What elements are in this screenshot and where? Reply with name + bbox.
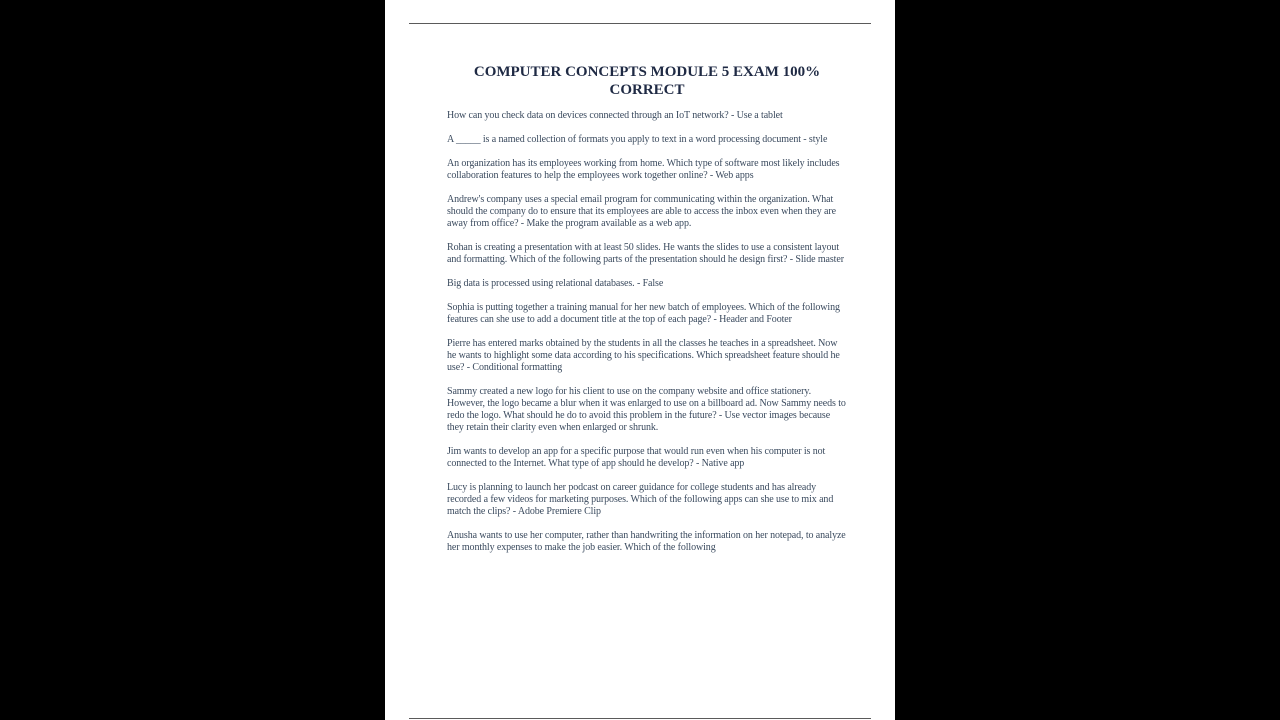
qa-item: How can you check data on devices connected through an IoT network? - Use a tablet xyxy=(447,110,783,121)
qa-item: Sophia is putting together a training manual for her new batch of employees. Which of the following features can she use to add a document title at the top of each page? - Header and Footer xyxy=(447,302,840,325)
qa-item: An organization has its employees working from home. Which type of software most likely includes collaboration features to help the employees work together online? - Web apps xyxy=(447,158,840,181)
qa-item: Anusha wants to use her computer, rather than handwriting the information on her notepad, to analyze her monthly expenses to make the job easier. Which of the following xyxy=(447,530,846,553)
document-page xyxy=(385,0,895,720)
qa-item: Rohan is creating a presentation with at least 50 slides. He wants the slides to use a consistent layout and formatting. Which of the following parts of the presentation should he design first? - Slide master xyxy=(447,242,844,265)
qa-item: Lucy is planning to launch her podcast on career guidance for college students and has already recorded a few videos for marketing purposes. Which of the following apps can she use to mix and match the clips? - Adobe Premiere Clip xyxy=(447,482,834,517)
qa-item: Pierre has entered marks obtained by the students in all the classes he teaches in a spreadsheet. Now he wants to highlight some data according to his specifications. Which spreadsheet feature should he use? - Conditional formatting xyxy=(447,338,840,373)
footer-rule xyxy=(409,718,871,719)
qa-item: A _____ is a named collection of formats you apply to text in a word processing document - style xyxy=(447,134,828,145)
qa-item: Big data is processed using relational databases. - False xyxy=(447,278,664,289)
document-title: COMPUTER CONCEPTS MODULE 5 EXAM 100% CORRECT xyxy=(473,64,821,98)
header-rule xyxy=(409,23,871,24)
qa-item: Andrew's company uses a special email program for communicating within the organization. What should the company do to ensure that its employees are able to access the inbox even when they are away from office? - Make the program available as a web app. xyxy=(447,194,836,229)
document-body xyxy=(447,110,847,566)
qa-item: Sammy created a new logo for his client to use on the company website and office stationery. However, the logo became a blur when it was enlarged to use on a billboard ad. Now Sammy needs to redo the logo. What should he do to avoid this problem in the future? - Use vector images because they retain their clarity even when enlarged or shrunk. xyxy=(447,386,846,433)
qa-item: Jim wants to develop an app for a specific purpose that would run even when his computer is not connected to the Internet. What type of app should he develop? - Native app xyxy=(447,446,826,469)
